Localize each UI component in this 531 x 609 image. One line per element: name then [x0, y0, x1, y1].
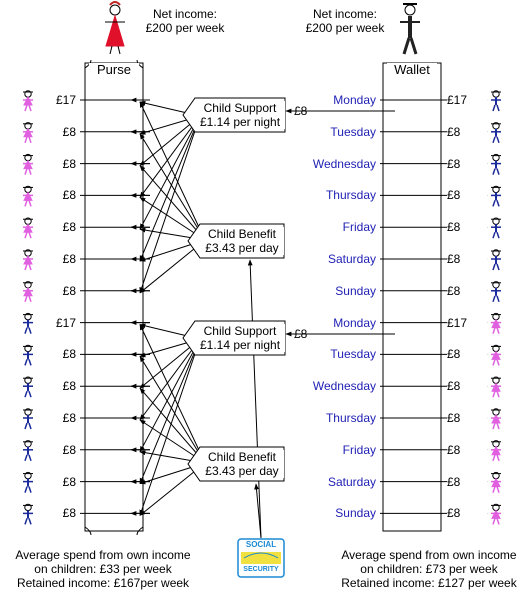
cs2-distribution-arrow	[140, 339, 200, 420]
right-amount: £8	[447, 379, 487, 393]
left-child-figure	[23, 377, 33, 397]
left-child-figure	[23, 123, 33, 143]
left-child-figure	[23, 504, 33, 524]
right-child-figure	[491, 154, 501, 174]
day-label: Sunday	[335, 283, 376, 298]
right-amount: £8	[447, 220, 487, 234]
child-support-1-payment: £8	[294, 104, 308, 118]
left-amount: £8	[36, 125, 76, 139]
right-amount: £17	[447, 93, 487, 107]
right-child-figure	[491, 409, 501, 429]
left-amount: £8	[36, 188, 76, 202]
cs1-distribution-arrow	[140, 116, 200, 229]
mother-income-line1: Net income:	[152, 7, 218, 21]
right-child-figure	[491, 313, 501, 333]
right-child-figure	[491, 441, 501, 461]
day-label: Friday	[342, 442, 376, 457]
left-child-figure	[23, 186, 33, 206]
right-child-figure	[491, 472, 501, 492]
right-child-figure	[491, 345, 501, 365]
father-income-line1: Net income:	[312, 7, 378, 21]
day-label: Friday	[342, 220, 376, 235]
left-amount: £17	[36, 316, 76, 330]
left-amount: £8	[36, 347, 76, 361]
right-summary-line3: Retained income: £127 per week	[341, 576, 517, 590]
child-support-2-payment: £8	[294, 327, 308, 341]
left-child-figure	[23, 472, 33, 492]
child-benefit-1-line1: Child Benefit	[207, 227, 277, 241]
cs2-distribution-arrow	[140, 339, 200, 515]
left-child-figure	[23, 409, 33, 429]
left-amount: £8	[36, 220, 76, 234]
day-label: Wednesday	[312, 156, 376, 171]
left-child-figure	[23, 282, 33, 302]
right-amount: £8	[447, 411, 487, 425]
left-amount: £8	[36, 284, 76, 298]
cb1-distribution-arrow	[140, 134, 205, 240]
right-summary-line2: on children: £73 per week	[360, 562, 498, 576]
right-amount: £8	[447, 347, 487, 361]
logo-text-bottom: SECURITY	[243, 566, 279, 573]
day-label: Saturday	[327, 474, 376, 489]
child-benefit-1-line2: £3.43 per day	[205, 241, 279, 255]
left-summary-line1: Average spend from own income	[15, 548, 191, 562]
day-label: Wednesday	[312, 379, 376, 394]
day-label: Monday	[333, 93, 376, 107]
child-support-2-line1: Child Support	[203, 324, 277, 338]
left-child-figure	[23, 313, 33, 333]
left-amount: £8	[36, 411, 76, 425]
purse-frame	[85, 63, 143, 531]
right-amount: £8	[447, 475, 487, 489]
day-label: Saturday	[327, 252, 376, 266]
cs2-distribution-arrow	[140, 339, 200, 452]
left-child-figure	[23, 345, 33, 365]
right-child-figure	[491, 186, 501, 206]
right-amount: £8	[447, 157, 487, 171]
benefit-feed-arrow	[250, 260, 261, 538]
wallet-frame	[383, 63, 441, 531]
cs1-distribution-arrow	[140, 116, 200, 293]
cb1-distribution-arrow	[140, 166, 205, 240]
right-child-figure	[491, 504, 501, 524]
wallet-label: Wallet	[387, 63, 437, 77]
father-income-line2: £200 per week	[305, 21, 385, 35]
child-benefit-2-line1: Child Benefit	[207, 450, 277, 464]
mother-figure	[105, 2, 125, 54]
cs1-distribution-arrow	[140, 116, 200, 197]
day-label: Tuesday	[330, 124, 376, 139]
right-child-figure	[491, 123, 501, 143]
day-label: Thursday	[325, 411, 376, 425]
right-amount: £17	[447, 316, 487, 330]
left-amount: £8	[36, 157, 76, 171]
child-support-box-2	[195, 324, 285, 352]
logo-text-top: SOCIAL	[245, 540, 277, 549]
left-child-figure	[23, 91, 33, 111]
left-amount: £17	[36, 93, 76, 107]
child-benefit-box-2	[200, 450, 284, 478]
right-child-figure	[491, 250, 501, 270]
purse-clasp	[85, 60, 143, 535]
purse-label: Purse	[89, 63, 139, 77]
left-child-figure	[23, 441, 33, 461]
right-child-figure	[491, 218, 501, 238]
child-benefit-2-line2: £3.43 per day	[205, 464, 279, 478]
child-support-1-line2: £1.14 per night	[199, 115, 281, 129]
right-child-figure	[491, 282, 501, 302]
left-summary-line3: Retained income: £167per week	[16, 576, 190, 590]
right-amount: £8	[447, 443, 487, 457]
right-child-figure	[491, 91, 501, 111]
right-amount: £8	[447, 125, 487, 139]
cb2-distribution-arrow	[140, 388, 205, 463]
child-support-2-line2: £1.14 per night	[199, 338, 281, 352]
cb2-distribution-arrow	[140, 356, 205, 463]
left-child-figure	[23, 218, 33, 238]
child-support-box-1	[195, 101, 285, 129]
child-benefit-box-1	[200, 227, 284, 255]
right-summary-line1: Average spend from own income	[341, 548, 517, 562]
mother-income-line2: £200 per week	[145, 21, 225, 35]
right-amount: £8	[447, 506, 487, 520]
day-label: Monday	[333, 315, 376, 330]
left-summary-line2: on children: £33 per week	[34, 562, 172, 576]
right-child-figure	[491, 377, 501, 397]
left-child-figure	[23, 250, 33, 270]
left-child-figure	[23, 154, 33, 174]
left-amount: £8	[36, 475, 76, 489]
right-amount: £8	[447, 188, 487, 202]
right-amount: £8	[447, 252, 487, 266]
left-amount: £8	[36, 506, 76, 520]
right-amount: £8	[447, 284, 487, 298]
child-support-1-line1: Child Support	[203, 101, 277, 115]
day-label: Tuesday	[330, 347, 376, 362]
left-amount: £8	[36, 252, 76, 266]
left-amount: £8	[36, 443, 76, 457]
left-amount: £8	[36, 379, 76, 393]
day-label: Thursday	[325, 188, 376, 203]
day-label: Sunday	[335, 506, 376, 521]
